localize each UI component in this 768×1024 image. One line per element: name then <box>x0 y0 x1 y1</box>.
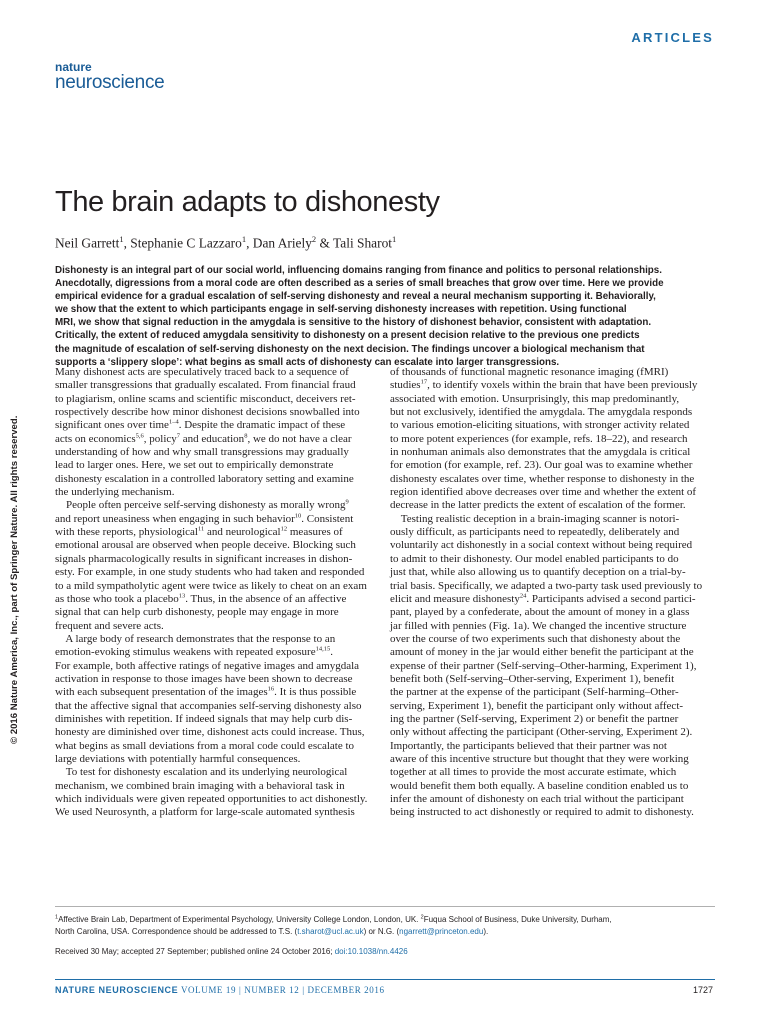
body-text: . Consistent <box>301 512 354 525</box>
body-text: benefit both (Self-serving–Other-serving, Experiment 1), benefit <box>390 672 675 685</box>
body-text: . Participants advised a second partici- <box>526 592 696 605</box>
doi-link[interactable]: doi:10.1038/nn.4426 <box>334 947 408 956</box>
section-label: ARTICLES <box>631 30 714 45</box>
body-text-line <box>55 686 377 699</box>
body-text-line <box>55 713 377 726</box>
body-text: aware of this incentive structure but thought that they were working <box>390 752 689 765</box>
abstract-line: empirical evidence for a gradual escalation of self-serving dishonesty and reveal a neural mechanism supporting it. Behaviorally, <box>55 291 656 303</box>
body-text: amount of money in the jar would either benefit the participant at the <box>390 646 694 659</box>
body-text-line <box>390 486 712 499</box>
body-text: ously difficult, as participants need to repeatedly, deliberately and <box>390 526 680 539</box>
copyright-notice: © 2016 Nature America, Inc., part of Springer Nature. All rights reserved. <box>9 415 20 744</box>
email-link-sharot[interactable]: t.sharot@ucl.ac.uk <box>297 926 364 936</box>
body-text-line <box>55 780 377 793</box>
body-text-line <box>390 566 712 579</box>
affiliation-2: Fuqua School of Business, Duke University, Durham, <box>423 915 612 924</box>
body-text: large deviations with potentially harmful consequences. <box>55 752 301 765</box>
author-name[interactable]: Stephanie C Lazzaro <box>130 235 242 251</box>
body-text: trial basis. Specifically, we adapted a two-party task used previously to <box>390 579 703 592</box>
body-text: frequent and severe acts. <box>55 619 164 632</box>
body-text: expense of their partner (Self-serving–Other-harming, Experiment 1), <box>390 659 697 672</box>
footer-separator: | <box>238 985 242 995</box>
body-text: studies <box>390 379 421 392</box>
body-text: decrease in the latter predicts the extent of escalation of the former. <box>390 499 686 512</box>
footer-date: DECEMBER 2016 <box>307 985 385 995</box>
body-text-line <box>55 366 377 379</box>
body-text-line <box>390 433 712 446</box>
abstract <box>55 264 715 369</box>
body-text: in nonhuman animals also demonstrates that the amygdala is critical <box>390 446 691 459</box>
body-text: just that, while also allowing us to quantify deception on a trial-by- <box>390 566 686 579</box>
body-text-line <box>55 806 377 819</box>
body-column-right <box>390 366 712 820</box>
author-name[interactable]: Dan Ariely <box>252 235 312 251</box>
body-text: dishonesty escalates over time, whether response to dishonesty in the <box>390 472 695 485</box>
body-text-line <box>390 686 712 699</box>
footnote-divider <box>55 906 715 907</box>
body-text-line <box>390 379 712 392</box>
author-affiliation: 1 <box>119 234 124 244</box>
body-text-line <box>55 646 377 659</box>
body-text: infer the amount of dishonesty on each trial without the participant <box>390 793 684 805</box>
body-text: , to identify voxels within the brain that have been previously <box>427 379 698 392</box>
footer-volume: VOLUME 19 <box>180 985 237 995</box>
body-text-line <box>390 700 712 713</box>
body-text: , policy <box>143 432 177 445</box>
body-text: . It is thus possible <box>274 686 357 699</box>
body-text: measures of <box>287 526 343 539</box>
abstract-line: Dishonesty is an integral part of our social world, influencing domains ranging from finance and politics to personal relationships. <box>55 265 662 276</box>
logo-line-neuroscience: neuroscience <box>55 72 165 93</box>
email-link-garrett[interactable]: ngarrett@princeton.edu <box>399 926 484 936</box>
body-text: the partner at the expense of the participant (Self-harming–Other- <box>390 686 679 699</box>
body-text-line <box>390 713 712 726</box>
affiliations-footnote: $^1$Affective Brain Lab, Department of Experimental Psychology, University College London, London, UK. $^2$Fuqua School of Business, Duke University, Durham, North Carolina, USA. Correspondence should be addressed to T.S. (t.sharot@ucl.ac.uk) or N.G. (ngarrett@princeton.edu). <box>55 914 612 936</box>
citation-ref[interactable]: 14,15 <box>315 645 331 653</box>
body-text: to a mild sympatholytic agent were twice as likely to cheat on an exam <box>55 579 367 592</box>
body-text-line <box>390 780 712 793</box>
body-text: lead to larger ones. Here, we set out to empirically demonstrate <box>55 459 334 472</box>
body-text-line <box>390 459 712 472</box>
body-text: dishonesty escalation in a controlled laboratory setting and examine <box>55 472 354 485</box>
body-text-line <box>55 660 377 673</box>
body-text-line <box>390 539 712 552</box>
citation-ref[interactable]: 1–4 <box>168 418 179 426</box>
body-text: Many dishonest acts are speculatively traced back to a sequence of <box>55 366 349 378</box>
citation-ref[interactable]: 5,6 <box>135 432 144 440</box>
body-text-line <box>55 593 377 606</box>
body-text-line <box>55 633 377 646</box>
correspondence-text: ) or N.G. ( <box>363 926 400 936</box>
body-text: jar filled with pennies (Fig. 1a). We changed the incentive structure <box>390 619 687 632</box>
journal-footer <box>55 985 385 995</box>
body-text-line <box>55 539 377 552</box>
body-text: with each subsequent presentation of the images <box>55 686 268 699</box>
body-text: , we do not have a clear <box>247 432 352 445</box>
received-text: Received 30 May; accepted 27 September; published online 24 October 2016; <box>55 947 335 956</box>
body-text: rospectively describe how minor dishonest decisions snowballed into <box>55 406 360 419</box>
body-text: serving, Experiment 1), benefit the participant only without affect- <box>390 699 684 712</box>
body-text-line <box>55 433 377 446</box>
body-text-line <box>390 473 712 486</box>
body-text: to more potent experiences (for example, refs. 18–22), and research <box>390 432 688 445</box>
author-name[interactable]: Tali Sharot <box>333 235 392 251</box>
body-text: signals pharmacologically results in significant increases in dishon- <box>55 552 353 565</box>
body-text-line <box>55 393 377 406</box>
body-text-line <box>390 580 712 593</box>
citation-ref[interactable]: 11 <box>197 525 205 533</box>
received-dates <box>55 947 408 956</box>
body-text: to admit to their dishonesty. Our model enabled participants to do <box>390 552 679 565</box>
body-text-line <box>55 766 377 779</box>
body-text: the underlying mechanism. <box>55 486 175 499</box>
body-text: Importantly, the participants believed that their partner was not <box>390 739 667 752</box>
body-text: over the course of two experiments such that dishonesty about the <box>390 632 681 645</box>
author-affiliation: 1 <box>241 234 247 244</box>
body-text: and neurological <box>204 526 281 539</box>
body-text: together at all times to provide the most accurate estimate, which <box>390 766 677 779</box>
body-text-line <box>55 406 377 419</box>
citation-ref[interactable]: 7 <box>176 432 181 440</box>
body-text-line <box>390 673 712 686</box>
body-text-line <box>55 566 377 579</box>
citation-ref[interactable]: 9 <box>345 498 349 506</box>
body-text: . Thus, in the absence of an affective <box>185 592 347 605</box>
body-text: People often perceive self-serving dishonesty as morally wrong <box>55 499 346 512</box>
body-text-line <box>390 593 712 606</box>
body-text-line <box>55 419 377 432</box>
body-text: acts on economics <box>55 432 136 445</box>
body-text: pant, played by a confederate, about the amount of money in a glass <box>390 606 690 619</box>
body-text: for emotion (for example, ref. 23). Our goal was to examine whether <box>390 459 693 472</box>
body-text: voluntarily act dishonestly in a social context without being required <box>390 539 693 552</box>
journal-logo <box>55 62 164 92</box>
body-text: smaller transgressions that gradually escalated. From financial fraud <box>55 379 356 392</box>
body-text-line <box>390 553 712 566</box>
body-text-line <box>390 806 712 819</box>
body-text: esty. For example, in one study students who had taken and responded <box>55 566 365 579</box>
body-text-line <box>55 753 377 766</box>
body-text-line <box>55 486 377 499</box>
affiliation-1: Affective Brain Lab, Department of Experimental Psychology, University College London, London, UK. <box>58 915 421 924</box>
body-text: emotional arousal are observed when people deceive. Blocking such <box>55 539 356 552</box>
abstract-line: we show that the extent to which participants engage in self-serving dishonesty increases with repetition. Using functional <box>55 304 627 316</box>
body-text-line <box>390 499 712 512</box>
correspondence-text: North Carolina, USA. Correspondence should be addressed to T.S. ( <box>55 926 298 936</box>
body-text-line <box>390 646 712 659</box>
body-text: to various emotion-eliciting situations, with stronger activity related <box>390 419 690 432</box>
body-text: but not exclusively, identified the amygdala. The amygdala responds <box>390 406 693 419</box>
abstract-line: Critically, the extent of reduced amygdala sensitivity to dishonesty on a present decision relative to the previous one predicts <box>55 330 640 342</box>
body-text-line <box>390 633 712 646</box>
body-text-line <box>55 499 377 512</box>
body-text-line <box>55 740 377 753</box>
body-text-line <box>390 513 712 526</box>
body-text: region identified above decreases over time and whether the extent of <box>390 486 697 499</box>
body-text-line <box>390 419 712 432</box>
body-text-line <box>390 740 712 753</box>
abstract-line: the magnitude of escalation of self-serving dishonesty on the next decision. The findings uncover a biological mechanism that <box>55 343 645 355</box>
body-text: and report uneasiness when engaging in such behavior <box>55 512 295 525</box>
body-text-line <box>55 700 377 713</box>
body-text-line <box>390 620 712 633</box>
body-text-line <box>55 459 377 472</box>
body-text-line <box>390 406 712 419</box>
citation-ref[interactable]: 17 <box>420 378 428 386</box>
body-text: associated with emotion. Unsurprisingly, this map predominantly, <box>390 392 680 405</box>
citation-ref[interactable]: 13 <box>178 592 186 600</box>
body-text: of thousands of functional magnetic resonance imaging (fMRI) <box>390 366 669 378</box>
body-text-line <box>55 473 377 486</box>
footer-rule <box>55 979 715 980</box>
body-text: being instructed to act dishonestly or required to admit to dishonesty. <box>390 806 694 819</box>
body-text: honesty are diminished over time, dishonest acts could increase. Thus, <box>55 726 365 739</box>
abstract-line: Anecdotally, digressions from a moral code are often described as a series of small breaches that grow over time. Here we provide <box>55 278 664 290</box>
body-text-line <box>55 526 377 539</box>
body-text: signal that can help curb dishonesty, people may engage in more <box>55 606 339 619</box>
citation-ref[interactable]: 16 <box>267 685 275 693</box>
author-affiliation: 2 <box>311 234 317 244</box>
body-text-line <box>390 366 712 379</box>
body-text-line <box>390 753 712 766</box>
body-text-line <box>55 673 377 686</box>
footer-journal-name: NATURE NEUROSCIENCE <box>55 985 179 995</box>
body-text-line <box>55 580 377 593</box>
body-text: what begins as small deviations from a moral code could escalate to <box>55 739 355 752</box>
body-text-line <box>390 793 712 806</box>
abstract-line: MRI, we show that signal reduction in the amygdala is sensitive to the history of dishonest behavior, consistent with adaptation. <box>55 317 652 329</box>
body-text: as those who took a placebo <box>55 592 179 605</box>
article-title: The brain adapts to dishonesty <box>55 186 440 218</box>
footer-separator: | <box>302 985 305 995</box>
body-text: ing the partner (Self-serving, Experiment 2) or benefit the partner <box>390 712 679 725</box>
citation-ref[interactable]: 12 <box>280 525 288 533</box>
body-text: to plagiarism, online scams and scientific misconduct, deceivers ret- <box>55 392 356 405</box>
body-text: and education <box>180 432 245 445</box>
body-text-line <box>390 766 712 779</box>
body-text-line <box>55 793 377 806</box>
body-text: which individuals were given repeated opportunities to act dishonestly. <box>55 793 368 805</box>
body-text: For example, both affective ratings of negative images and amygdala <box>55 659 360 672</box>
correspondence-text: ). <box>483 926 489 936</box>
body-text: elicit and measure dishonesty <box>390 592 520 605</box>
body-text-line <box>390 526 712 539</box>
page-number: 1727 <box>692 985 713 995</box>
body-text-line <box>390 660 712 673</box>
body-text: understanding of how and why small transgressions may gradually <box>55 446 349 459</box>
footer-number: NUMBER 12 <box>244 985 300 995</box>
author-affiliation: 1 <box>391 234 397 244</box>
body-text: We used Neurosynth, a platform for large-scale automated synthesis <box>55 806 355 819</box>
body-text: To test for dishonesty escalation and its underlying neurological <box>55 766 348 779</box>
citation-ref[interactable]: 10 <box>294 512 302 520</box>
body-text-line <box>390 726 712 739</box>
body-text: . <box>330 646 333 659</box>
body-text: that the affective signal that accompanies self-serving dishonesty also <box>55 699 362 712</box>
author-list: Neil Garrett$^1$, Stephanie C Lazzaro$^1$, Dan Ariely$^2$ & Tali Sharot$^1$ <box>55 234 397 251</box>
body-text-line <box>390 393 712 406</box>
body-text-line <box>55 553 377 566</box>
body-text-line <box>55 620 377 633</box>
body-text: significant ones over time <box>55 419 169 432</box>
body-text: emotion-evoking stimulus weakens with repeated exposure <box>55 646 316 659</box>
body-text-line <box>55 379 377 392</box>
body-text-line <box>55 513 377 526</box>
body-column-left <box>55 366 377 820</box>
logo-line-nature: nature <box>55 60 92 74</box>
body-text-line <box>55 726 377 739</box>
citation-ref[interactable]: 8 <box>244 432 248 440</box>
body-text: Testing realistic deception in a brain-imaging scanner is notori- <box>390 512 680 525</box>
body-text-line <box>390 606 712 619</box>
author-name[interactable]: Neil Garrett <box>55 235 120 251</box>
body-text: only without affecting the participant (Other-serving, Experiment 2). <box>390 726 693 739</box>
body-text: with these reports, physiological <box>55 526 198 539</box>
abstract-line: supports a ‘slippery slope’: what begins as small acts of dishonesty can escalate into larger transgressions. <box>55 356 560 368</box>
body-text-line <box>55 446 377 459</box>
body-text: A large body of research demonstrates that the response to an <box>55 632 336 645</box>
citation-ref[interactable]: 24 <box>519 592 527 600</box>
body-text-line <box>55 606 377 619</box>
body-text: would benefit them both equally. A baseline condition enabled us to <box>390 779 689 792</box>
body-text-line <box>390 446 712 459</box>
body-text: activation in response to those images have been shown to decrease <box>55 672 353 685</box>
body-text: . Despite the dramatic impact of these <box>178 419 346 432</box>
body-text: mechanism, we combined brain imaging with a behavioral task in <box>55 779 345 792</box>
body-text: diminishes with repetition. If indeed signals that may help curb dis- <box>55 712 353 725</box>
